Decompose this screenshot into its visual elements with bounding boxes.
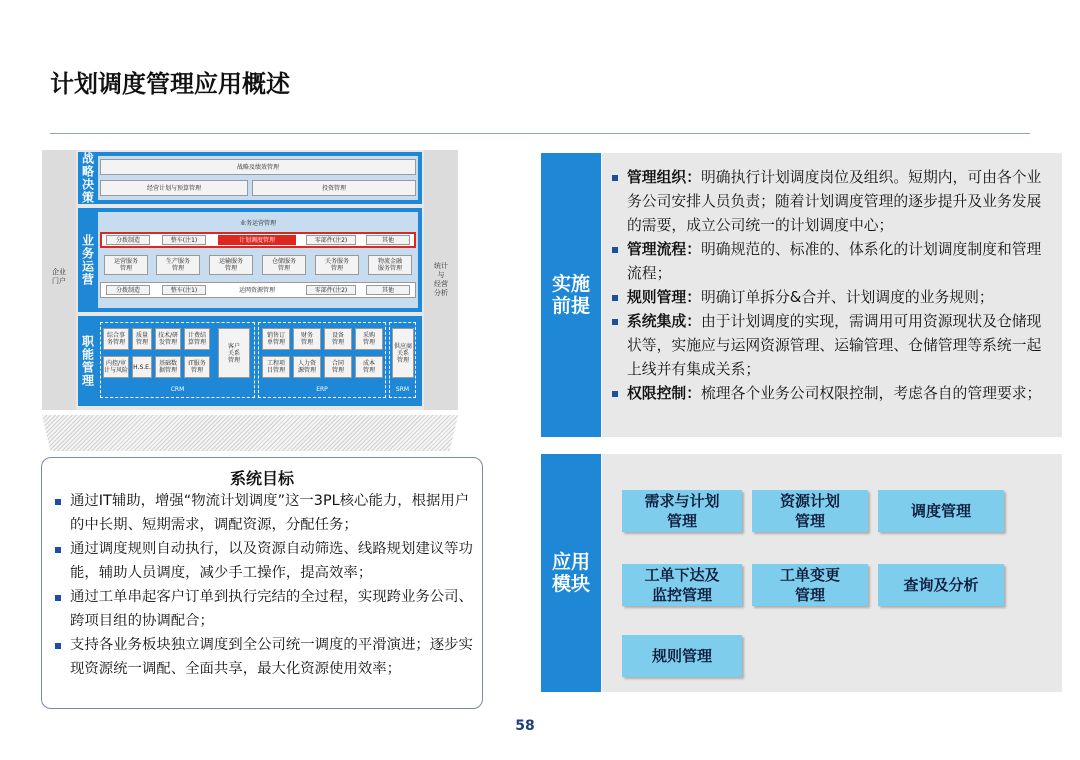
strategy-inner [98, 156, 418, 200]
system-goal-list [52, 490, 474, 682]
erp-box: 设备 管理 [324, 328, 352, 350]
modules-panel [602, 454, 1062, 692]
premise-panel [602, 153, 1062, 437]
crm-box: H.S.E. [132, 356, 152, 378]
module-rule-management: 规则管理 [622, 635, 742, 677]
title-divider [50, 133, 1030, 134]
architecture-diagram [42, 150, 458, 410]
service-box: 运营服务 管理 [104, 255, 148, 275]
list-item [610, 310, 1054, 382]
premise-item-text: 明确执行计划调度岗位及组织。短期内，可由各个业务公司安排人员负责；随着计划调度管理的逐步提升及业务发展的需要，成立公司统一的计划调度中心； [627, 169, 1042, 234]
crm-box: 内控/审 计与风险 [103, 356, 129, 378]
module-resource-plan: 资源计划 管理 [752, 490, 868, 532]
strategy-performance-box: 战略及绩效管理 [100, 159, 416, 175]
enterprise-portal-label: 企业 门户 [52, 268, 66, 285]
crm-box: 质量 管理 [132, 328, 152, 350]
crm-box: 综合事 务管理 [103, 328, 129, 350]
bottom-row-item: 其他 [366, 285, 410, 295]
page-number: 58 [515, 718, 535, 734]
premise-item-text: 梳理各个业务公司权限控制，考虑各自的管理要求； [701, 385, 1042, 402]
service-box: 物流金融 服务管理 [368, 255, 412, 275]
premise-item-head: 权限控制： [627, 385, 701, 402]
enterprise-portal-column [42, 150, 76, 410]
list-item [610, 286, 1054, 310]
premise-item-head: 规则管理： [627, 289, 701, 306]
erp-box: 财务 管理 [293, 328, 321, 350]
module-demand-plan: 需求与计划 管理 [622, 490, 742, 532]
premise-tag: 实施 前提 [541, 153, 601, 437]
erp-box: 人力资 源管理 [293, 356, 321, 378]
top-row-item: 分拨制造 [106, 235, 150, 245]
list-item [610, 238, 1054, 286]
service-box: 生产服务 管理 [156, 255, 200, 275]
crm-box: IT服务 管理 [184, 356, 210, 378]
module-work-order-issue: 工单下达及 监控管理 [622, 564, 742, 606]
srm-system-label: SRM [395, 386, 410, 393]
erp-box: 采购 管理 [355, 328, 383, 350]
bottom-row-item: 整车(注1) [162, 285, 206, 295]
system-goal-title: 系统目标 [229, 469, 294, 488]
customer-relation-box: 客户 关系 管理 [218, 328, 250, 378]
erp-box: 工程项 目管理 [262, 356, 290, 378]
module-work-order-change: 工单变更 管理 [752, 564, 868, 606]
list-item [610, 166, 1054, 238]
list-item: 通过调度规则自动执行，以及资源自动筛选、线路规划建议等功能，辅助人员调度，减少手工操作，提高效率； [52, 538, 474, 585]
erp-box: 成本 管理 [355, 356, 383, 378]
crm-box: 基础数 据管理 [155, 356, 181, 378]
business-layer-label: 业务运营 [80, 234, 95, 286]
business-layer [78, 208, 422, 312]
system-goal-box [41, 457, 483, 709]
erp-box: 销售订 单管理 [262, 328, 290, 350]
list-item [610, 382, 1054, 406]
list-item: 支持各业务板块独立调度到全公司统一调度的平滑演进；逐步实现资源统一调配、全面共享，最大化资源使用效率； [52, 634, 474, 681]
statistics-analysis-label: 统计 与 经营 分析 [434, 262, 448, 297]
module-dispatch: 调度管理 [878, 490, 1004, 532]
bottom-row-item: 零部件(注2) [306, 285, 356, 295]
crm-box: 计费结 算管理 [184, 328, 210, 350]
bottom-row-item: 分拨制造 [106, 285, 150, 295]
erp-box: 合同 管理 [324, 356, 352, 378]
supplier-relation-box: 供应商 关系 管理 [392, 328, 414, 378]
strategy-layer [78, 152, 422, 204]
premise-item-head: 管理组织： [627, 169, 701, 186]
premise-item-text: 由于计划调度的实现，需调用可用资源现状及仓储现状等，实施应与运网资源管理、运输管理、仓储管理等系统一起上线并有集成关系； [627, 313, 1042, 378]
function-layer-label: 职能管理 [80, 335, 95, 387]
crm-box: 技术/研 发管理 [155, 328, 181, 350]
function-inner [98, 320, 418, 402]
premise-item-head: 系统集成： [627, 313, 701, 330]
investment-management-box: 投资管理 [252, 180, 416, 196]
modules-tag: 应用 模块 [541, 454, 601, 692]
budget-management-box: 经营计划与预算管理 [100, 180, 248, 196]
business-inner [98, 212, 418, 308]
diagram-shadow [42, 415, 458, 451]
crm-system-label: CRM [170, 386, 185, 393]
top-row-item: 其他 [366, 235, 410, 245]
top-row-item: 整车(注1) [162, 235, 206, 245]
bottom-row-item: 运网资源管理 [218, 285, 296, 295]
premise-item-text: 明确订单拆分&合并、计划调度的业务规则； [701, 289, 994, 306]
business-header: 业务运营管理 [239, 220, 276, 227]
service-box: 运输服务 管理 [209, 255, 253, 275]
service-box: 关务服务 管理 [315, 255, 359, 275]
plan-dispatch-highlight: 计划调度管理 [218, 235, 296, 245]
premise-item-head: 管理流程： [627, 241, 701, 258]
function-layer [78, 316, 422, 406]
list-item: 通过IT辅助，增强“物流计划调度”这一3PL核心能力，根据用户的中长期、短期需求，调配资源，分配任务； [52, 490, 474, 537]
erp-system-label: ERP [316, 386, 328, 393]
premise-list [610, 166, 1054, 406]
list-item: 通过工单串起客户订单到执行完结的全过程，实现跨业务公司、跨项目组的协调配合； [52, 586, 474, 633]
statistics-analysis-column [424, 150, 458, 410]
top-row-item: 零部件(注2) [306, 235, 356, 245]
module-query-analysis: 查询及分析 [878, 564, 1004, 606]
page-title: 计划调度管理应用概述 [50, 70, 290, 98]
service-box: 仓储服务 管理 [262, 255, 306, 275]
strategy-layer-label: 战略决策 [80, 152, 95, 204]
premise-item-text: 明确规范的、标准的、体系化的计划调度制度和管理流程； [627, 241, 1042, 282]
